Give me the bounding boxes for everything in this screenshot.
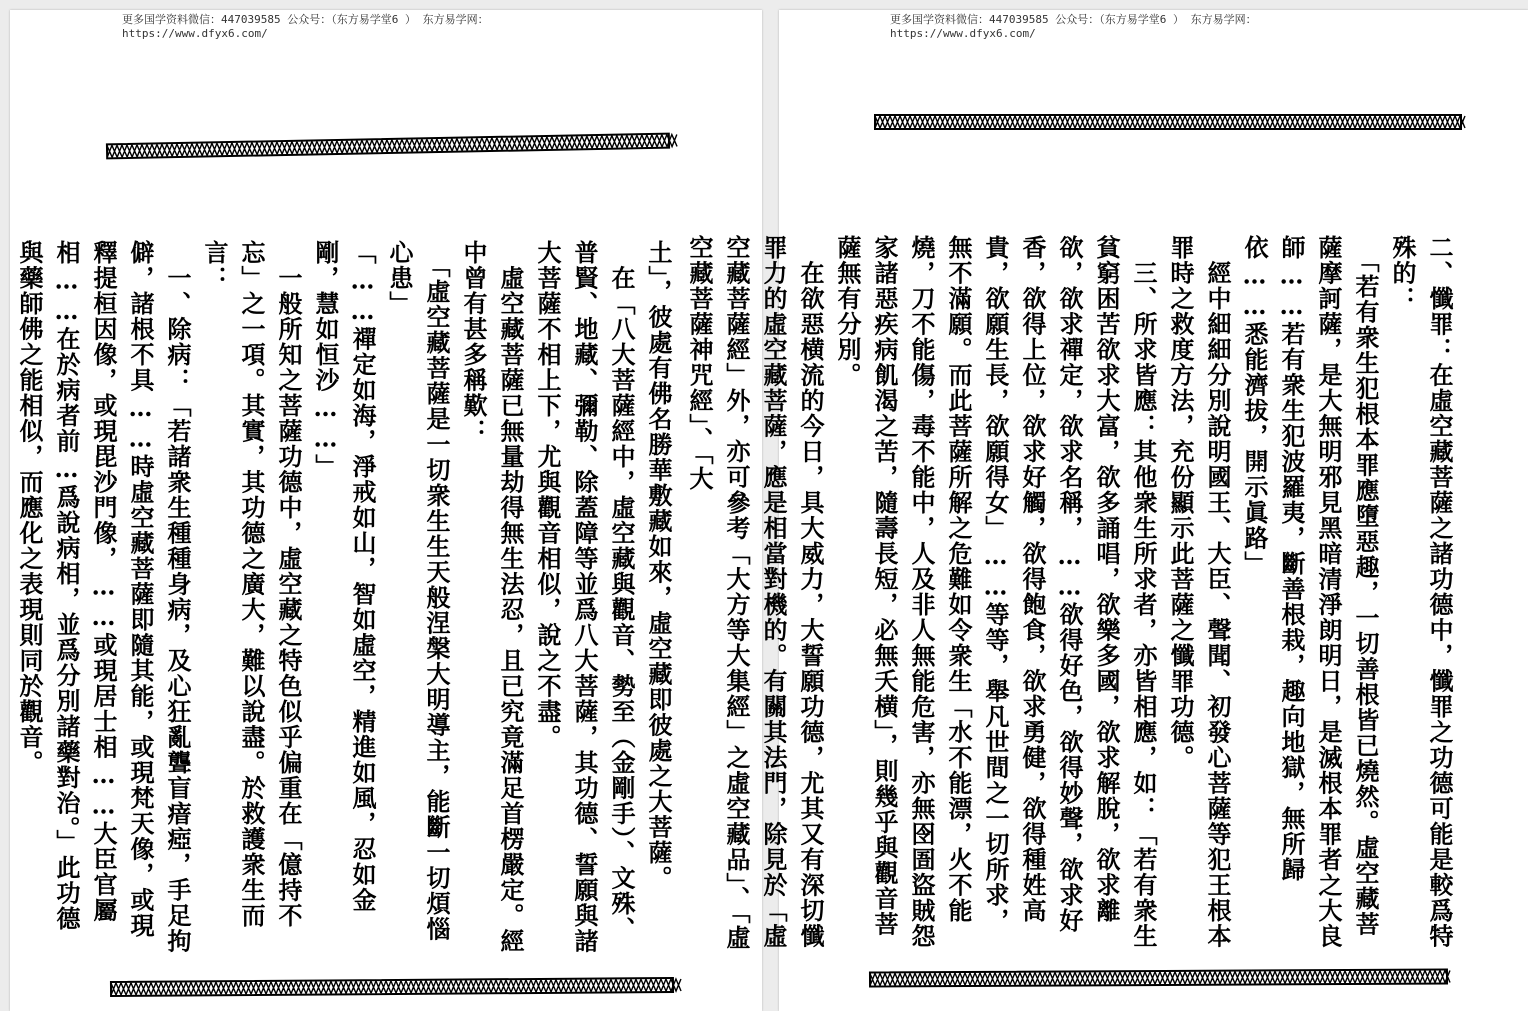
watermark-line-1: 更多国学资料微信：447039585 公众号：（东方易学堂6 ） 东方易学网： [890, 13, 1257, 26]
paragraph: 經中細細分別說明國王、大臣、聲聞、初發心菩薩等犯王根本罪時之救度方法，充份顯示此菩薩之懺罪功德。 [1166, 235, 1232, 949]
paragraph: 在「八大菩薩經中，虛空藏與觀音、勢至（金剛手）、文殊、普賢、地藏、彌勒、除蓋障等並爲八大菩薩，其功德、誓願與諸大菩薩不相上下，尤與觀音相似，說之不盡。 [533, 240, 636, 954]
paragraph: 虛空藏菩薩已無量劫得無生法忍，且已究竟滿足首楞嚴定。經中曾有甚多稱歎： [459, 240, 525, 954]
watermark-header [122, 13, 489, 41]
page-left [10, 10, 762, 1011]
decorative-border-top [875, 114, 1461, 130]
paragraph: 一、除病：「若諸衆生種種身病，及心狂亂聾盲瘖瘂，手足拘僻，諸根不具……時虛空藏菩薩即隨其能，或現梵天像，或現釋提桓因像，或現毘沙門像，……或現居士相……大臣官屬相……在於病者前…爲說病相，並爲分別諸藥對治。」此功德與藥師佛之能相似，而應化之表現則同於觀音。 [15, 240, 192, 954]
decorative-border-bottom [870, 968, 1447, 987]
watermark-line-1: 更多国学资料微信：447039585 公众号：（东方易学堂6 ） 东方易学网： [122, 13, 489, 26]
paragraph: 二、懺罪：在虛空藏菩薩之諸功德中，懺罪之功德可能是較爲特殊的： [1388, 235, 1454, 949]
page-right [685, 10, 1528, 1011]
paragraph: 「……禪定如海，淨戒如山，智如虛空，精進如風，忍如金剛，慧如恒沙……」 [311, 240, 377, 913]
body-text [685, 235, 1458, 955]
paragraph: 土」，彼處有佛名勝華敷藏如來，虛空藏即彼處之大菩薩。 [644, 240, 673, 891]
paragraph: 「若有衆生犯根本罪應墮惡趣，一切善根皆已燒然。虛空藏菩薩摩訶薩，是大無明邪見黑暗清淨朗明日，是滅根本罪者之大良師……若有衆生犯波羅夷，斷善根栽，趣向地獄，無所歸依……悉能濟拔，開示眞路」 [1240, 235, 1380, 949]
decorative-border-top [107, 133, 669, 160]
paragraph: 在欲惡横流的今日，具大威力，大誓願功德，尤其又有深切懺罪力的虛空藏菩薩，應是相當對機的。有關其法門，除見於「虛空藏菩薩經」外，亦可參考「大方等大集經」之虛空藏品」、「虛空藏菩薩神咒經」、「大 [685, 235, 825, 951]
paragraph: 一般所知之菩薩功德中，虛空藏之特色似乎偏重在「億持不忘」之一項。其實，其功德之廣大，難以說盡。於救護衆生而言： [200, 240, 303, 929]
watermark-line-2: https://www.dfyx6.com/ [122, 27, 268, 40]
watermark-header [890, 13, 1257, 41]
body-text [15, 240, 677, 955]
watermark-line-2: https://www.dfyx6.com/ [890, 27, 1036, 40]
decorative-border-bottom [111, 977, 673, 997]
paragraph: 「虛空藏菩薩是一切衆生生天般涅槃大明導主，能斷一切煩惱心患」 [385, 240, 451, 942]
paragraph: 三、所求皆應：其他衆生所求者，亦皆相應，如：「若有衆生貧窮困苦欲求大富，欲多誦唱，欲樂多國，欲求解脫，欲求離欲，欲求禪定，欲求名稱，……欲得好色，欲得妙聲，欲求好香，欲得上位，欲求好觸，欲得飽食，欲求勇健，欲得種姓高貴，欲願生長，欲願得女」……等等，舉凡世間之一切所求，無不滿願。而此菩薩所解之危難如令衆生「水不能漂，火不能燒，刀不能傷，毒不能中，人及非人無能危害，亦無囹圄盜賊怨家諸惡疾病飢渴之苦，隨壽長短，必無夭横」，則幾乎與觀音菩薩無有分別。 [833, 235, 1158, 949]
